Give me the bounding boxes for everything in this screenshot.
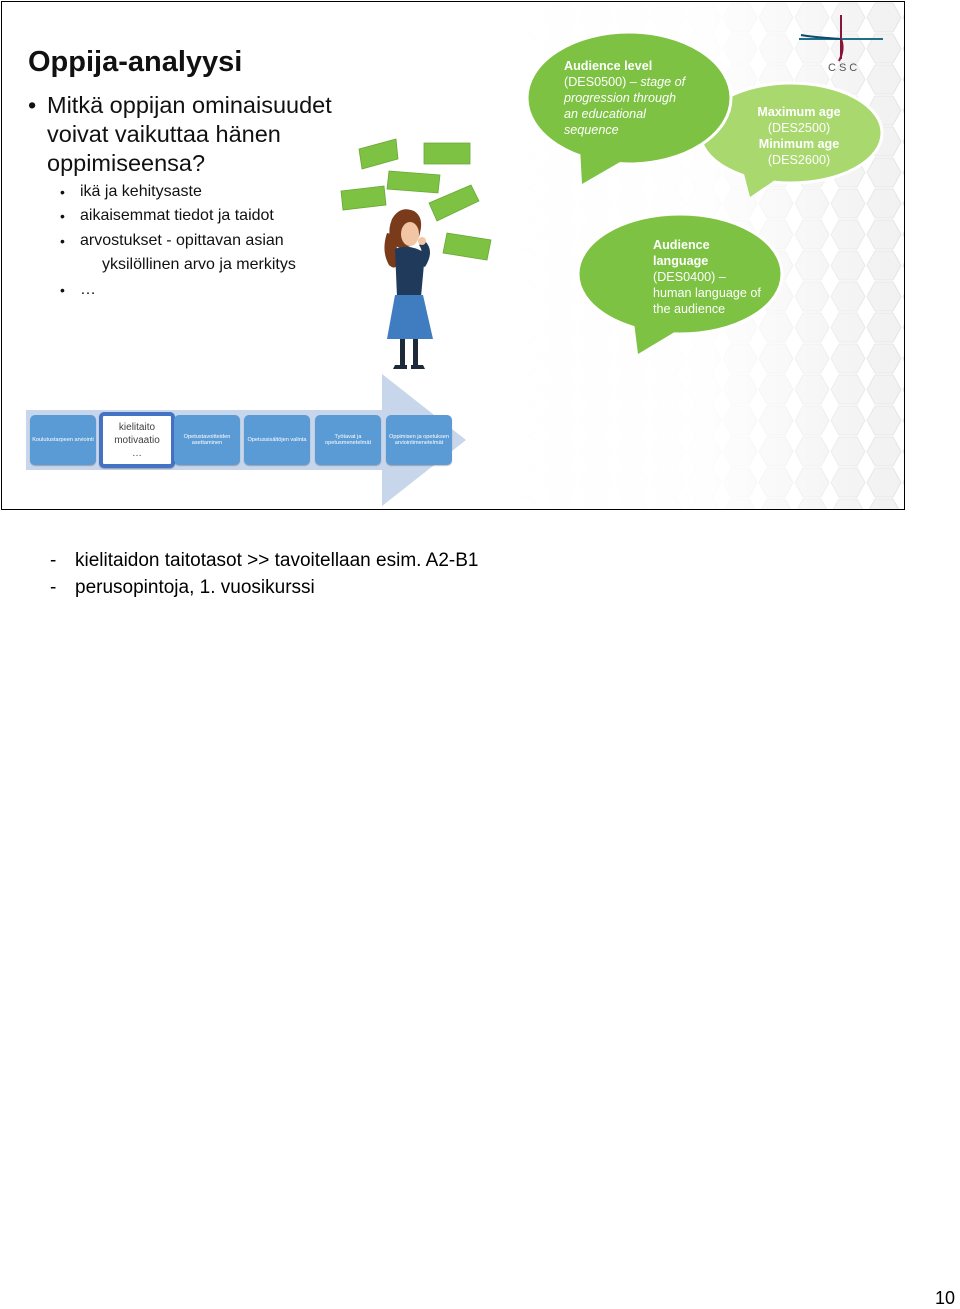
sub-bullet: • ikä ja kehitysaste: [60, 183, 202, 200]
sub-bullet: • aikaisemmat tiedot ja taidot: [60, 207, 274, 225]
process-step: Opetustavoitteiden asettaminen: [174, 415, 240, 465]
notes: [50, 547, 478, 601]
bubble-audience-level-title: Audience level: [564, 59, 653, 73]
slide-thumbnail: [1, 1, 905, 510]
bubble-age: Maximum age (DES2500) Minimum age (DES2600): [757, 105, 841, 167]
bubble-audience-language: Audience language (DES0400) – human language of the audience: [653, 238, 761, 316]
main-bullet-line: voivat vaikuttaa hänen: [47, 121, 281, 147]
process-step: Oppimisen ja opetuksen arviointimenetelmät: [386, 415, 452, 465]
bubble-audience-level: Audience level (DES0500) – stage of progression through an educational sequence: [564, 59, 686, 137]
note-line: - perusopintoja, 1. vuosikurssi: [50, 577, 315, 598]
sub-bullet: • …: [60, 280, 96, 298]
bullet-marker: •: [28, 92, 37, 118]
main-bullet-line: Mitkä oppijan ominaisuudet: [47, 92, 332, 118]
process-step: Opetussisältöjen valinta: [244, 415, 310, 465]
logo-text: CSC: [828, 62, 861, 74]
process-step-active: kielitaito motivaatio …: [99, 412, 175, 468]
main-bullet-line: oppimiseensa?: [47, 150, 206, 176]
page-number: 10: [934, 1288, 955, 1308]
slide-title: Oppija-analyysi: [28, 46, 243, 78]
process-step: Koulutustarpeen arviointi: [30, 415, 96, 465]
sub-bullet: • arvostukset - opittavan asian: [60, 231, 284, 249]
sub-bullet-continuation: yksilöllinen arvo ja merkitys: [102, 256, 296, 274]
process-step: Työtavat ja opetusmenetelmät: [315, 415, 381, 465]
note-line: - kielitaidon taitotasot >> tavoitellaan esim. A2-B1: [50, 550, 479, 571]
